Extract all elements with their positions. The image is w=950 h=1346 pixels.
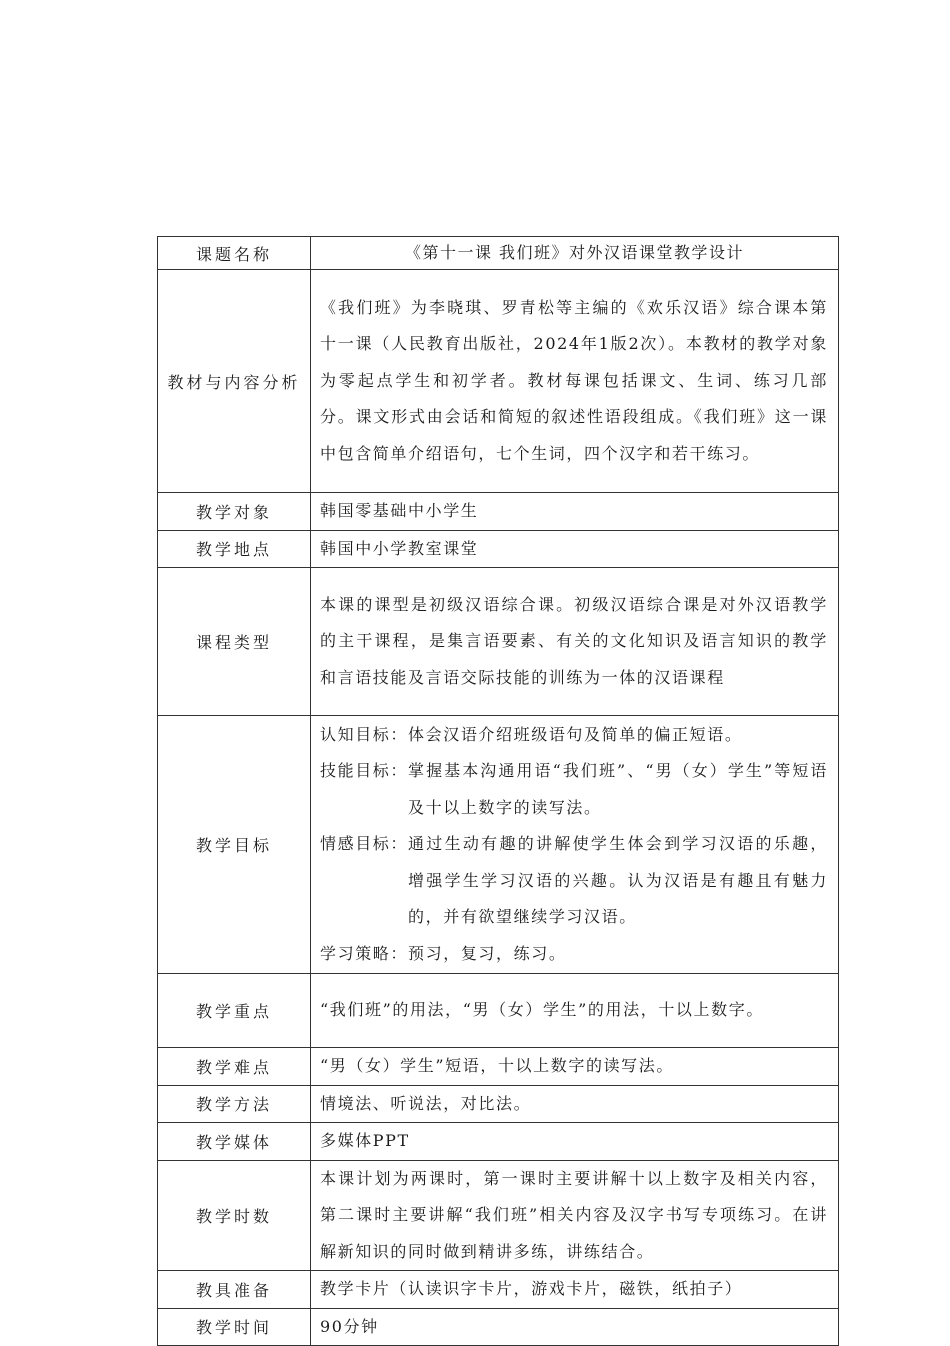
lesson-title: 《第十一课 我们班》对外汉语课堂教学设计 — [311, 237, 839, 270]
course-type-text: 本课的课型是初级汉语综合课。初级汉语综合课是对外汉语教学的主干课程，是集言语要素、有关的文化知识及语言知识的教学和言语技能及言语交际技能的训练为一体的汉语课程 — [311, 568, 839, 716]
table-row — [158, 530, 839, 568]
audience-label: 教学对象 — [158, 493, 311, 531]
key-points-text: “我们班”的用法，“男（女）学生”的用法，十以上数字。 — [311, 974, 839, 1048]
goals-label: 教学目标 — [158, 716, 311, 974]
tools-text: 教学卡片（认读识字卡片，游戏卡片，磁铁，纸拍子） — [311, 1271, 839, 1309]
goal-key: 技能目标： — [320, 761, 409, 781]
media-text: 多媒体PPT — [311, 1123, 839, 1161]
table-row — [158, 1085, 839, 1123]
table-row — [158, 1160, 839, 1271]
table-row — [158, 237, 839, 270]
goal-item — [320, 936, 828, 973]
table-row — [158, 716, 839, 974]
course-type-label: 课程类型 — [158, 568, 311, 716]
goal-text: 掌握基本沟通用语“我们班”、“男（女）学生”等短语及十以上数字的读写法。 — [408, 761, 828, 817]
goal-item — [320, 717, 828, 754]
subject-label: 课题名称 — [158, 237, 311, 270]
goal-item — [320, 826, 828, 936]
table-row — [158, 1308, 839, 1346]
table-row — [158, 974, 839, 1048]
media-label: 教学媒体 — [158, 1123, 311, 1161]
table-row — [158, 1123, 839, 1161]
tools-label: 教具准备 — [158, 1271, 311, 1309]
audience-text: 韩国零基础中小学生 — [311, 493, 839, 531]
material-label: 教材与内容分析 — [158, 270, 311, 493]
methods-label: 教学方法 — [158, 1085, 311, 1123]
table-row — [158, 493, 839, 531]
goals-cell — [311, 716, 839, 974]
difficulties-label: 教学难点 — [158, 1048, 311, 1086]
hours-label: 教学时数 — [158, 1160, 311, 1271]
goal-text: 通过生动有趣的讲解使学生体会到学习汉语的乐趣，增强学生学习汉语的兴趣。认为汉语是有趣且有魅力的，并有欲望继续学习汉语。 — [408, 834, 828, 927]
table-row — [158, 568, 839, 716]
goal-item — [320, 753, 828, 826]
goal-key: 情感目标： — [320, 834, 409, 854]
methods-text: 情境法、听说法，对比法。 — [311, 1085, 839, 1123]
goal-text: 预习，复习，练习。 — [408, 943, 567, 963]
table-row — [158, 1048, 839, 1086]
table-row — [158, 270, 839, 493]
key-points-label: 教学重点 — [158, 974, 311, 1048]
goal-key: 认知目标： — [320, 724, 409, 744]
difficulties-text: “男（女）学生”短语，十以上数字的读写法。 — [311, 1048, 839, 1086]
material-text: 《我们班》为李晓琪、罗青松等主编的《欢乐汉语》综合课本第十一课（人民教育出版社，2024年1版2次）。本教材的教学对象为零起点学生和初学者。教材每课包括课文、生词、练习几部分。课文形式由会话和简短的叙述性语段组成。《我们班》这一课中包含简单介绍语句，七个生词，四个汉字和若干练习。 — [311, 270, 839, 493]
goal-key: 学习策略： — [320, 943, 409, 963]
time-text: 90分钟 — [311, 1308, 839, 1346]
lesson-plan-table — [157, 236, 839, 1346]
hours-text: 本课计划为两课时，第一课时主要讲解十以上数字及相关内容，第二课时主要讲解“我们班”相关内容及汉字书写专项练习。在讲解新知识的同时做到精讲多练，讲练结合。 — [311, 1160, 839, 1271]
time-label: 教学时间 — [158, 1308, 311, 1346]
goal-text: 体会汉语介绍班级语句及简单的偏正短语。 — [408, 724, 743, 744]
table-row — [158, 1271, 839, 1309]
location-label: 教学地点 — [158, 530, 311, 568]
location-text: 韩国中小学教室课堂 — [311, 530, 839, 568]
